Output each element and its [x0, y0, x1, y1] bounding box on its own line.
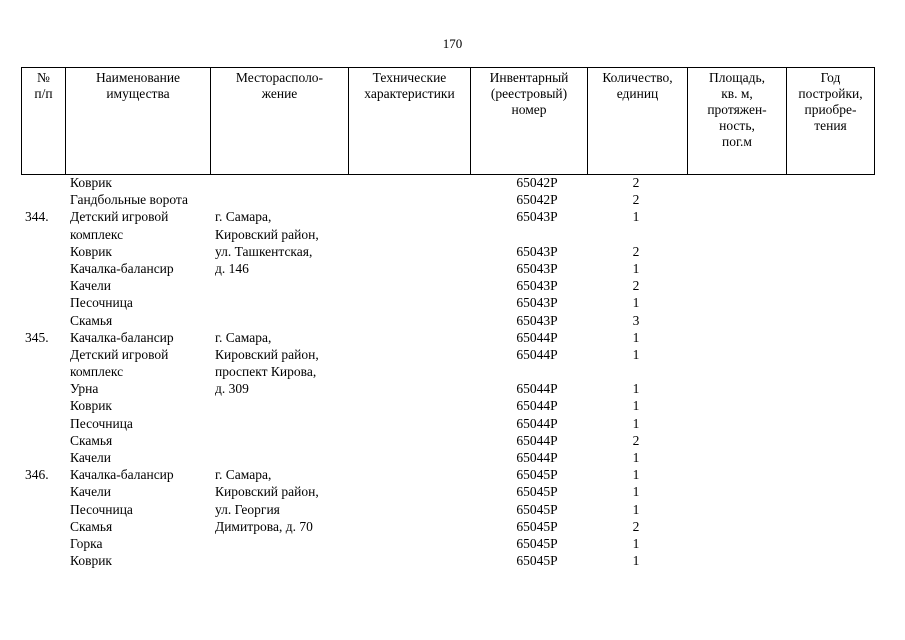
item-name: Качалка-балансир — [70, 260, 174, 276]
item-inventory-number: 65045Р — [516, 535, 558, 551]
item-inventory-number: 65044Р — [516, 398, 558, 414]
item-location: Кировский район, — [215, 484, 319, 500]
item-quantity: 1 — [632, 484, 640, 500]
item-inventory-number: 65042Р — [516, 192, 558, 208]
item-name: Качалка-балансир — [70, 329, 174, 345]
item-inventory-number: 65043Р — [516, 260, 558, 276]
item-name: Коврик — [70, 398, 112, 414]
table-row — [21, 535, 875, 552]
item-quantity: 1 — [632, 467, 640, 483]
item-inventory-number: 65045Р — [516, 467, 558, 483]
item-quantity: 1 — [632, 553, 640, 569]
item-location: Кировский район, — [215, 226, 319, 242]
item-quantity: 1 — [632, 398, 640, 414]
item-location: Димитрова, д. 70 — [215, 518, 313, 534]
header-name: Наименование имущества — [65, 68, 210, 174]
item-quantity: 1 — [632, 346, 640, 362]
item-quantity: 1 — [632, 295, 640, 311]
table-row — [21, 432, 875, 449]
item-inventory-number: 65044Р — [516, 381, 558, 397]
item-name: Качалка-балансир — [70, 467, 174, 483]
item-inventory-number: 65044Р — [516, 432, 558, 448]
item-quantity: 3 — [632, 312, 640, 328]
table-row — [21, 397, 875, 414]
table-row — [21, 449, 875, 466]
table-body — [21, 174, 875, 569]
item-name: Коврик — [70, 553, 112, 569]
table-row — [21, 226, 875, 243]
item-location: Кировский район, — [215, 346, 319, 362]
table-row — [21, 380, 875, 397]
item-inventory-number: 65044Р — [516, 346, 558, 362]
item-inventory-number: 65043Р — [516, 243, 558, 259]
item-quantity: 1 — [632, 260, 640, 276]
item-name: Детский игровой — [70, 209, 169, 225]
item-number: 346. — [25, 467, 49, 483]
item-inventory-number: 65044Р — [516, 450, 558, 465]
item-name: Коврик — [70, 243, 112, 259]
item-name: комплекс — [70, 226, 124, 242]
item-name: Песочница — [70, 415, 133, 431]
item-name: Скамья — [70, 312, 113, 328]
item-inventory-number: 65043Р — [516, 278, 558, 294]
header-location: Месторасполо- жение — [210, 68, 348, 174]
item-inventory-number: 65045Р — [516, 518, 558, 534]
page-number: 170 — [442, 36, 463, 51]
table-row — [21, 243, 875, 260]
table-row — [21, 415, 875, 432]
item-location: ул. Георгия — [215, 501, 280, 517]
item-name: Детский игровой — [70, 346, 169, 362]
item-name: Качели — [70, 278, 112, 294]
item-location: д. 309 — [215, 381, 249, 397]
item-name: Качели — [70, 484, 112, 500]
header-quantity: Количество, единиц — [587, 68, 687, 174]
item-location: д. 146 — [215, 260, 249, 276]
item-inventory-number: 65044Р — [516, 415, 558, 431]
table-row — [21, 501, 875, 518]
item-name: Гандбольные ворота — [70, 192, 188, 208]
table-header — [21, 67, 875, 175]
item-inventory-number: 65042Р — [516, 175, 558, 190]
item-location: ул. Ташкентская, — [215, 243, 313, 259]
item-number: 344. — [25, 209, 49, 225]
item-quantity: 1 — [632, 450, 640, 465]
item-inventory-number: 65045Р — [516, 484, 558, 500]
item-name: Скамья — [70, 518, 113, 534]
item-name: Урна — [70, 381, 99, 397]
item-quantity: 1 — [632, 415, 640, 431]
item-name: Качели — [70, 450, 112, 465]
table-row — [21, 346, 875, 363]
item-number: 345. — [25, 329, 49, 345]
table-row — [21, 191, 875, 208]
item-quantity: 2 — [632, 432, 640, 448]
table-row — [21, 174, 875, 191]
item-inventory-number: 65043Р — [516, 312, 558, 328]
table-row — [21, 294, 875, 311]
item-name: Песочница — [70, 501, 133, 517]
item-quantity: 1 — [632, 329, 640, 345]
table-row — [21, 363, 875, 380]
item-quantity: 1 — [632, 501, 640, 517]
header-area: Площадь, кв. м, протяжен- ность, пог.м — [687, 68, 786, 174]
table-row — [21, 552, 875, 569]
item-location: г. Самара, — [215, 329, 272, 345]
table-row — [21, 466, 875, 483]
item-quantity: 1 — [632, 209, 640, 225]
item-name: Коврик — [70, 175, 112, 190]
item-quantity: 2 — [632, 192, 640, 208]
item-location: г. Самара, — [215, 467, 272, 483]
table-row — [21, 208, 875, 225]
header-year: Год постройки, приобре- тения — [786, 68, 875, 174]
table-row — [21, 329, 875, 346]
item-name: комплекс — [70, 364, 124, 380]
item-quantity: 1 — [632, 381, 640, 397]
item-location: г. Самара, — [215, 209, 272, 225]
table-row — [21, 260, 875, 277]
item-inventory-number: 65043Р — [516, 209, 558, 225]
item-name: Песочница — [70, 295, 133, 311]
table-row — [21, 277, 875, 294]
item-quantity: 2 — [632, 278, 640, 294]
header-inventory-number: Инвентарный (реестровый) номер — [470, 68, 587, 174]
item-name: Скамья — [70, 432, 113, 448]
item-quantity: 2 — [632, 243, 640, 259]
item-name: Горка — [70, 535, 103, 551]
item-inventory-number: 65043Р — [516, 295, 558, 311]
item-quantity: 2 — [632, 175, 640, 190]
table-row — [21, 518, 875, 535]
item-inventory-number: 65045Р — [516, 553, 558, 569]
item-inventory-number: 65044Р — [516, 329, 558, 345]
table-row — [21, 312, 875, 329]
item-quantity: 2 — [632, 518, 640, 534]
header-number: № п/п — [21, 68, 65, 174]
item-location: проспект Кирова, — [215, 364, 317, 380]
table-row — [21, 483, 875, 500]
item-inventory-number: 65045Р — [516, 501, 558, 517]
item-quantity: 1 — [632, 535, 640, 551]
header-characteristics: Технические характеристики — [348, 68, 470, 174]
